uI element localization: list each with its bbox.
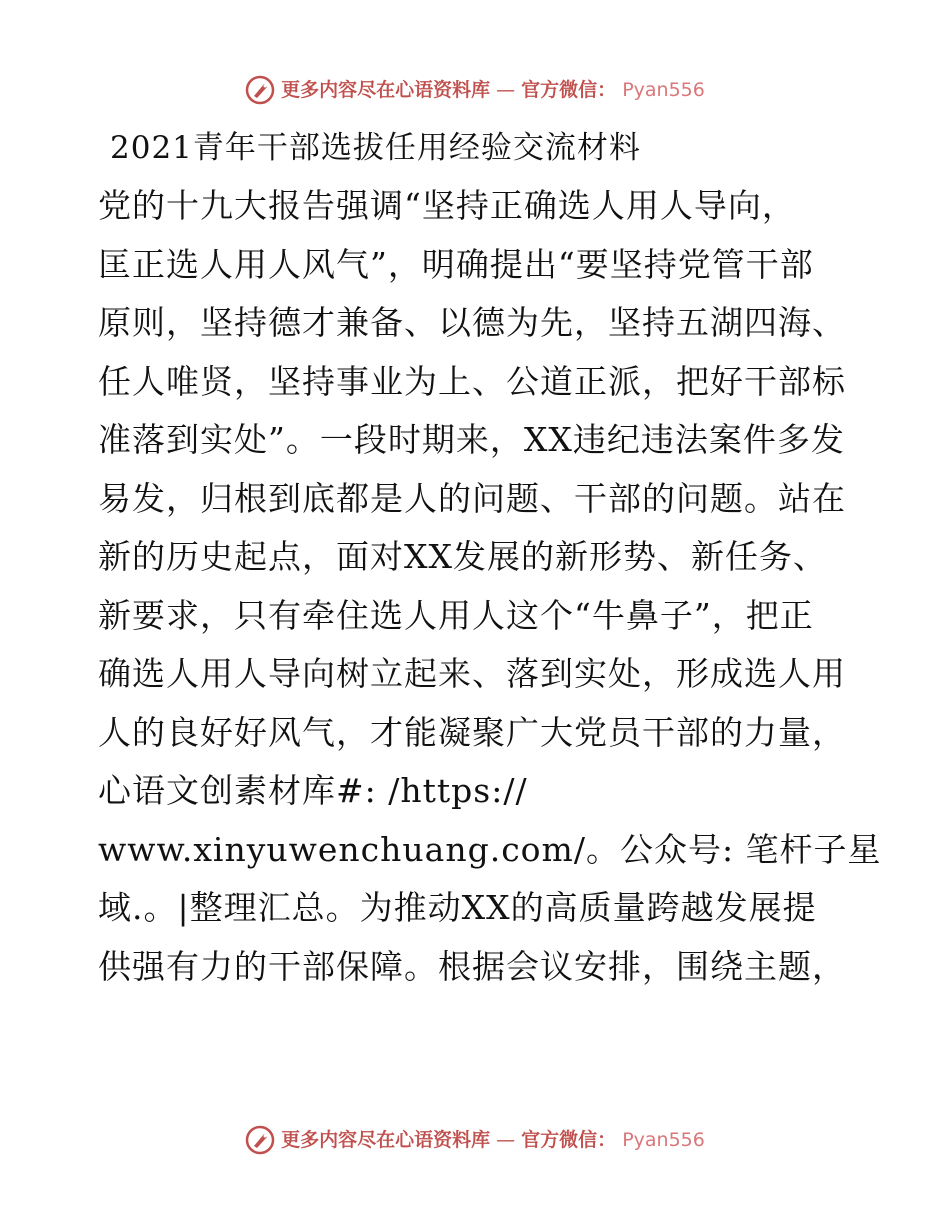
body-line: 匡正选人用人风气”，明确提出“要坚持党管干部 bbox=[98, 244, 814, 284]
body-line: 域.。|整理汇总。为推动XX的高质量跨越发展提 bbox=[98, 888, 817, 927]
body-line: 任人唯贤，坚持事业为上、公道正派，把好干部标 bbox=[98, 361, 846, 401]
body-line: 易发，归根到底都是人的问题、干部的问题。站在 bbox=[98, 478, 846, 518]
body-line: 确选人用人导向树立起来、落到实处，形成选人用 bbox=[98, 654, 846, 693]
watermark-separator: — bbox=[496, 79, 516, 101]
body-line: 新要求，只有牵住选人用人这个“牛鼻子”，把正 bbox=[98, 595, 814, 635]
watermark-separator: — bbox=[496, 1129, 516, 1151]
body-line: 心语文创素材库#: /https:// bbox=[98, 771, 528, 810]
watermark-wechat-label: 官方微信： bbox=[521, 1129, 617, 1151]
watermark-wechat-label: 官方微信： bbox=[521, 79, 617, 101]
body-line: 准落到实处”。一段时期来，XX违纪违法案件多发 bbox=[98, 420, 845, 459]
pen-nib-logo-icon bbox=[245, 1125, 275, 1155]
header-watermark bbox=[0, 75, 950, 105]
body-line: 人的良好好风气，才能凝聚广大党员干部的力量， bbox=[98, 712, 846, 752]
body-line: 供强有力的干部保障。根据会议安排，围绕主题， bbox=[98, 946, 846, 986]
watermark-text: 更多内容尽在心语资料库 bbox=[281, 1129, 491, 1151]
watermark-wechat-id: Pyan556 bbox=[622, 79, 705, 101]
document-title: 2021青年干部选拔任用经验交流材料 bbox=[110, 130, 641, 166]
watermark-text: 更多内容尽在心语资料库 bbox=[281, 79, 491, 101]
body-line: 新的历史起点，面对XX发展的新形势、新任务、 bbox=[98, 537, 827, 576]
footer-watermark bbox=[0, 1125, 950, 1155]
document-body bbox=[98, 177, 898, 996]
body-line: www.xinyuwenchuang.com/。公众号: 笔杆子星 bbox=[98, 829, 882, 869]
watermark-wechat-id: Pyan556 bbox=[622, 1129, 705, 1151]
pen-nib-logo-icon bbox=[245, 75, 275, 105]
body-line: 党的十九大报告强调“坚持正确选人用人导向， bbox=[98, 186, 796, 225]
body-line: 原则，坚持德才兼备、以德为先，坚持五湖四海、 bbox=[98, 303, 846, 342]
